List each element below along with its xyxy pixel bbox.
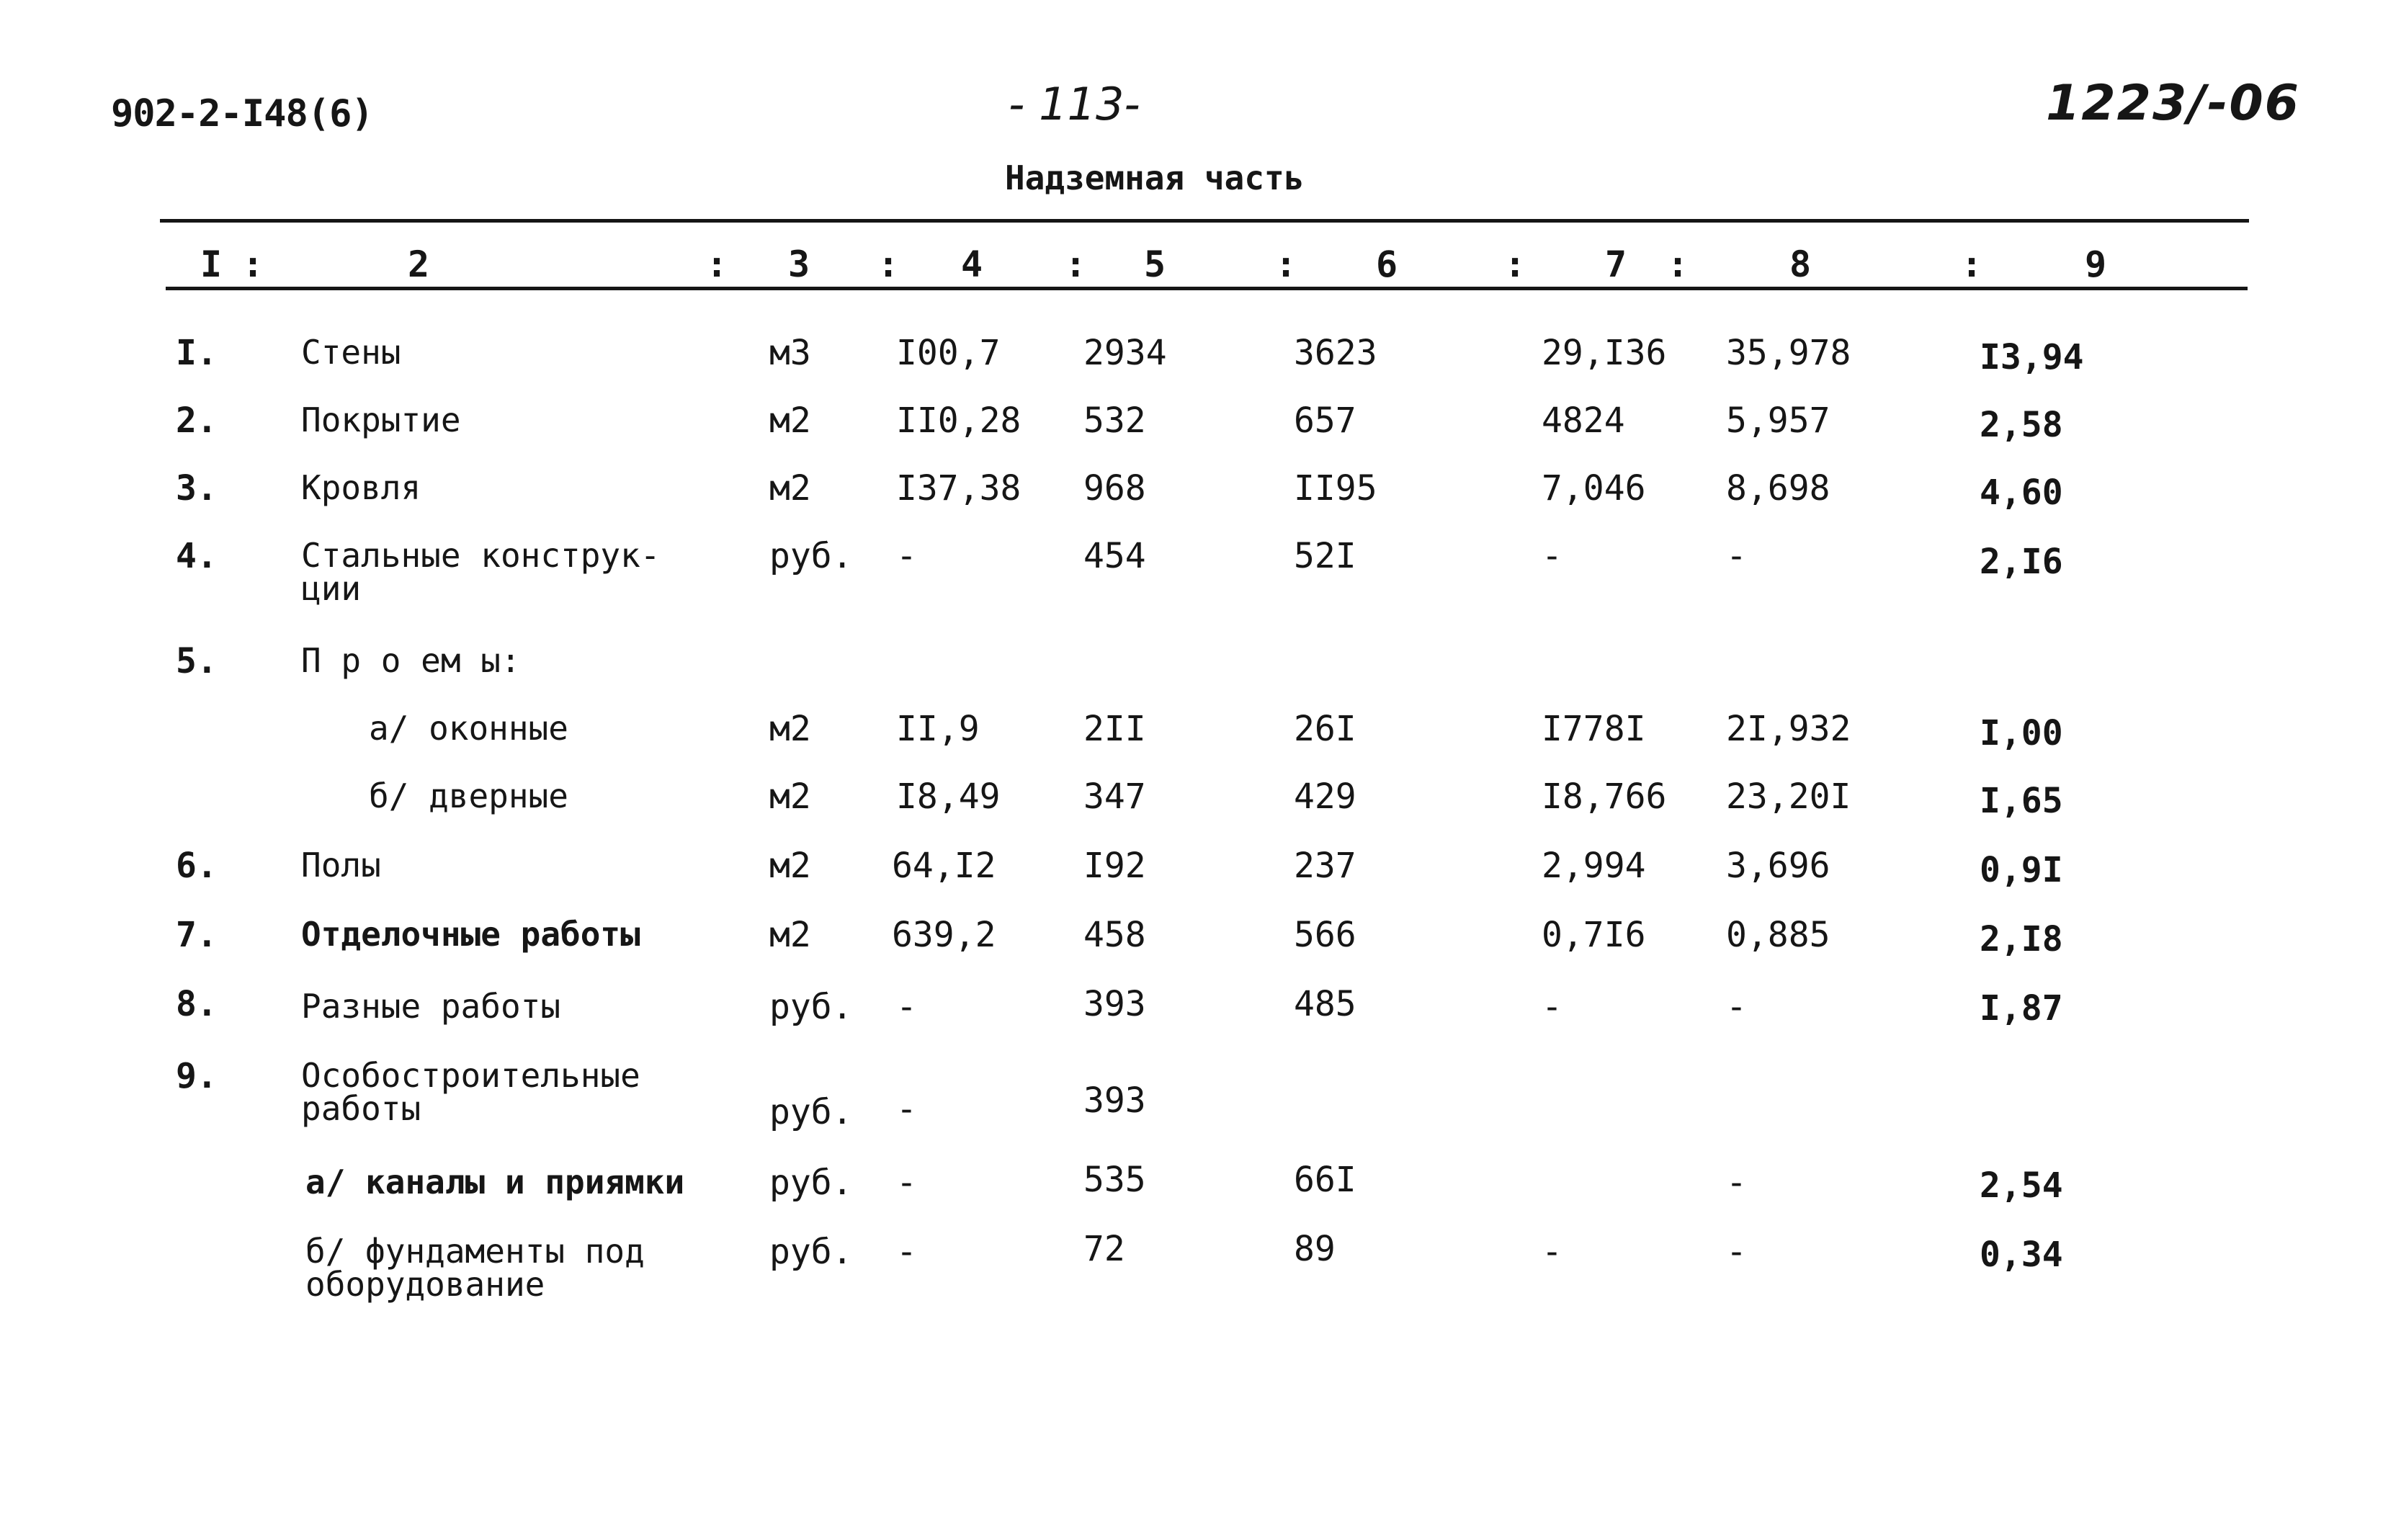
- column-separator: :: [1504, 243, 1526, 285]
- item-name-line2: работы: [301, 1089, 421, 1128]
- column-header-9: 9: [2085, 243, 2107, 285]
- col9-cell: I,00: [1980, 713, 2063, 753]
- col7-cell: I778I: [1542, 709, 1646, 749]
- unit-cell: м2: [769, 709, 811, 749]
- column-separator: :: [1961, 243, 1983, 285]
- row-number: 4.: [176, 536, 218, 576]
- col8-cell: -: [1726, 536, 1747, 576]
- col7-cell: 29,I36: [1542, 333, 1667, 373]
- row-number: 5.: [176, 641, 218, 681]
- table-top-rule: [160, 219, 2249, 223]
- col9-cell: 4,60: [1980, 473, 2063, 513]
- row-number: 9.: [176, 1056, 218, 1096]
- col8-cell: 3,696: [1726, 846, 1830, 886]
- unit-cell: м2: [769, 400, 811, 441]
- item-name: Стены: [301, 333, 401, 372]
- col7-cell: 7,046: [1542, 468, 1646, 509]
- row-number: 8.: [176, 984, 218, 1024]
- row-number: I.: [176, 333, 218, 373]
- col5-cell: 393: [1083, 1080, 1146, 1121]
- sub-item-name: б/ дверные: [369, 776, 568, 815]
- col9-cell: I3,94: [1980, 337, 2084, 377]
- col5-cell: 532: [1083, 400, 1146, 441]
- col5-cell: 2934: [1083, 333, 1167, 373]
- col6-cell: 566: [1294, 915, 1356, 955]
- column-separator: :: [1275, 243, 1297, 285]
- item-name: Отделочные работы: [301, 915, 640, 954]
- column-header-2: 2: [408, 243, 430, 285]
- col9-cell: 2,I6: [1980, 542, 2063, 582]
- col8-cell: 23,20I: [1726, 776, 1851, 817]
- col9-cell: 0,9I: [1980, 850, 2063, 890]
- row-number: 6.: [176, 846, 218, 886]
- item-name: Полы: [301, 846, 381, 885]
- col5-cell: 458: [1083, 915, 1146, 955]
- column-header-6: 6: [1376, 243, 1398, 285]
- item-name-line1: Особостроительные: [301, 1056, 640, 1095]
- col7-cell: 4824: [1542, 400, 1625, 441]
- unit-cell: м3: [769, 333, 811, 373]
- col5-cell: 347: [1083, 776, 1146, 817]
- item-name: Покрытие: [301, 400, 461, 439]
- col4-cell: I37,38: [896, 468, 1021, 509]
- col5-cell: 535: [1083, 1160, 1146, 1200]
- col6-cell: 3623: [1294, 333, 1377, 373]
- col4-cell: 639,2: [892, 915, 996, 955]
- column-header-7: 7: [1605, 243, 1627, 285]
- sub-item-name: а/ оконные: [369, 709, 568, 748]
- col4-cell: II,9: [896, 709, 980, 749]
- col8-cell: 0,885: [1726, 915, 1830, 955]
- unit-cell: м2: [769, 846, 811, 886]
- col8-cell: 5,957: [1726, 400, 1830, 441]
- col8-cell: 35,978: [1726, 333, 1851, 373]
- col6-cell: 26I: [1294, 709, 1356, 749]
- column-separator: :: [242, 243, 264, 285]
- col6-cell: 52I: [1294, 536, 1356, 576]
- col5-cell: 968: [1083, 468, 1146, 509]
- item-name: П р о ем ы:: [301, 641, 521, 680]
- column-separator: :: [706, 243, 728, 285]
- col5-cell: 72: [1083, 1229, 1125, 1269]
- sub-item-name-line2: оборудование: [305, 1265, 545, 1304]
- unit-cell: м2: [769, 915, 811, 955]
- col4-cell: -: [896, 987, 917, 1027]
- col7-cell: 0,7I6: [1542, 915, 1646, 955]
- col5-cell: 393: [1083, 984, 1146, 1024]
- unit-cell: м2: [769, 776, 811, 817]
- page-number: - 113-: [1009, 78, 1140, 130]
- col6-cell: 429: [1294, 776, 1356, 817]
- unit-cell: м2: [769, 468, 811, 509]
- column-separator: :: [1065, 243, 1087, 285]
- col9-cell: 2,58: [1980, 405, 2063, 445]
- col7-cell: 2,994: [1542, 846, 1646, 886]
- sheet-code: 1223/-06: [2046, 75, 2300, 132]
- col4-cell: I00,7: [896, 333, 1001, 373]
- col8-cell: -: [1726, 1163, 1747, 1203]
- item-name: Разные работы: [301, 987, 561, 1026]
- col7-cell: -: [1542, 536, 1562, 576]
- sub-item-name-line1: б/ фундаменты под: [305, 1232, 645, 1271]
- col5-cell: I92: [1083, 846, 1146, 886]
- item-name-line1: Стальные конструк-: [301, 536, 661, 575]
- item-name: Кровля: [301, 468, 421, 507]
- row-number: 2.: [176, 400, 218, 441]
- col4-cell: 64,I2: [892, 846, 996, 886]
- col6-cell: II95: [1294, 468, 1377, 509]
- table-title: Надземная часть: [1005, 158, 1305, 197]
- item-name-line2: ции: [301, 569, 362, 608]
- col5-cell: 454: [1083, 536, 1146, 576]
- col6-cell: 657: [1294, 400, 1356, 441]
- row-number: 7.: [176, 915, 218, 955]
- column-header-8: 8: [1789, 243, 1812, 285]
- column-separator: :: [877, 243, 900, 285]
- col4-cell: I8,49: [896, 776, 1001, 817]
- col9-cell: I,87: [1980, 988, 2063, 1029]
- unit-cell: руб.: [769, 1092, 853, 1132]
- unit-cell: руб.: [769, 1163, 853, 1203]
- column-header-5: 5: [1144, 243, 1166, 285]
- row-number: 3.: [176, 468, 218, 509]
- col9-cell: 2,54: [1980, 1165, 2063, 1206]
- column-separator: :: [1667, 243, 1689, 285]
- column-header-4: 4: [961, 243, 983, 285]
- col5-cell: 2II: [1083, 709, 1146, 749]
- col4-cell: -: [896, 1089, 917, 1129]
- col9-cell: 0,34: [1980, 1235, 2063, 1275]
- document-code: 902-2-I48(6): [111, 92, 373, 135]
- unit-cell: руб.: [769, 1232, 853, 1272]
- column-header-3: 3: [788, 243, 810, 285]
- col6-cell: 237: [1294, 846, 1356, 886]
- col4-cell: II0,28: [896, 400, 1021, 441]
- col7-cell: -: [1542, 1232, 1562, 1272]
- col6-cell: 66I: [1294, 1160, 1356, 1200]
- col8-cell: 2I,932: [1726, 709, 1851, 749]
- col8-cell: 8,698: [1726, 468, 1830, 509]
- sub-item-name: а/ каналы и приямки: [305, 1163, 685, 1201]
- col4-cell: -: [896, 1163, 917, 1203]
- table-header-rule: [166, 287, 2248, 290]
- col4-cell: -: [896, 1232, 917, 1272]
- col8-cell: -: [1726, 987, 1747, 1027]
- unit-cell: руб.: [769, 987, 853, 1027]
- col9-cell: I,65: [1980, 781, 2063, 821]
- col4-cell: -: [896, 536, 917, 576]
- col9-cell: 2,I8: [1980, 919, 2063, 959]
- col8-cell: -: [1726, 1232, 1747, 1272]
- column-header-1: I: [200, 243, 223, 285]
- col6-cell: 89: [1294, 1229, 1336, 1269]
- col7-cell: I8,766: [1542, 776, 1667, 817]
- col6-cell: 485: [1294, 984, 1356, 1024]
- unit-cell: руб.: [769, 536, 853, 576]
- col7-cell: -: [1542, 987, 1562, 1027]
